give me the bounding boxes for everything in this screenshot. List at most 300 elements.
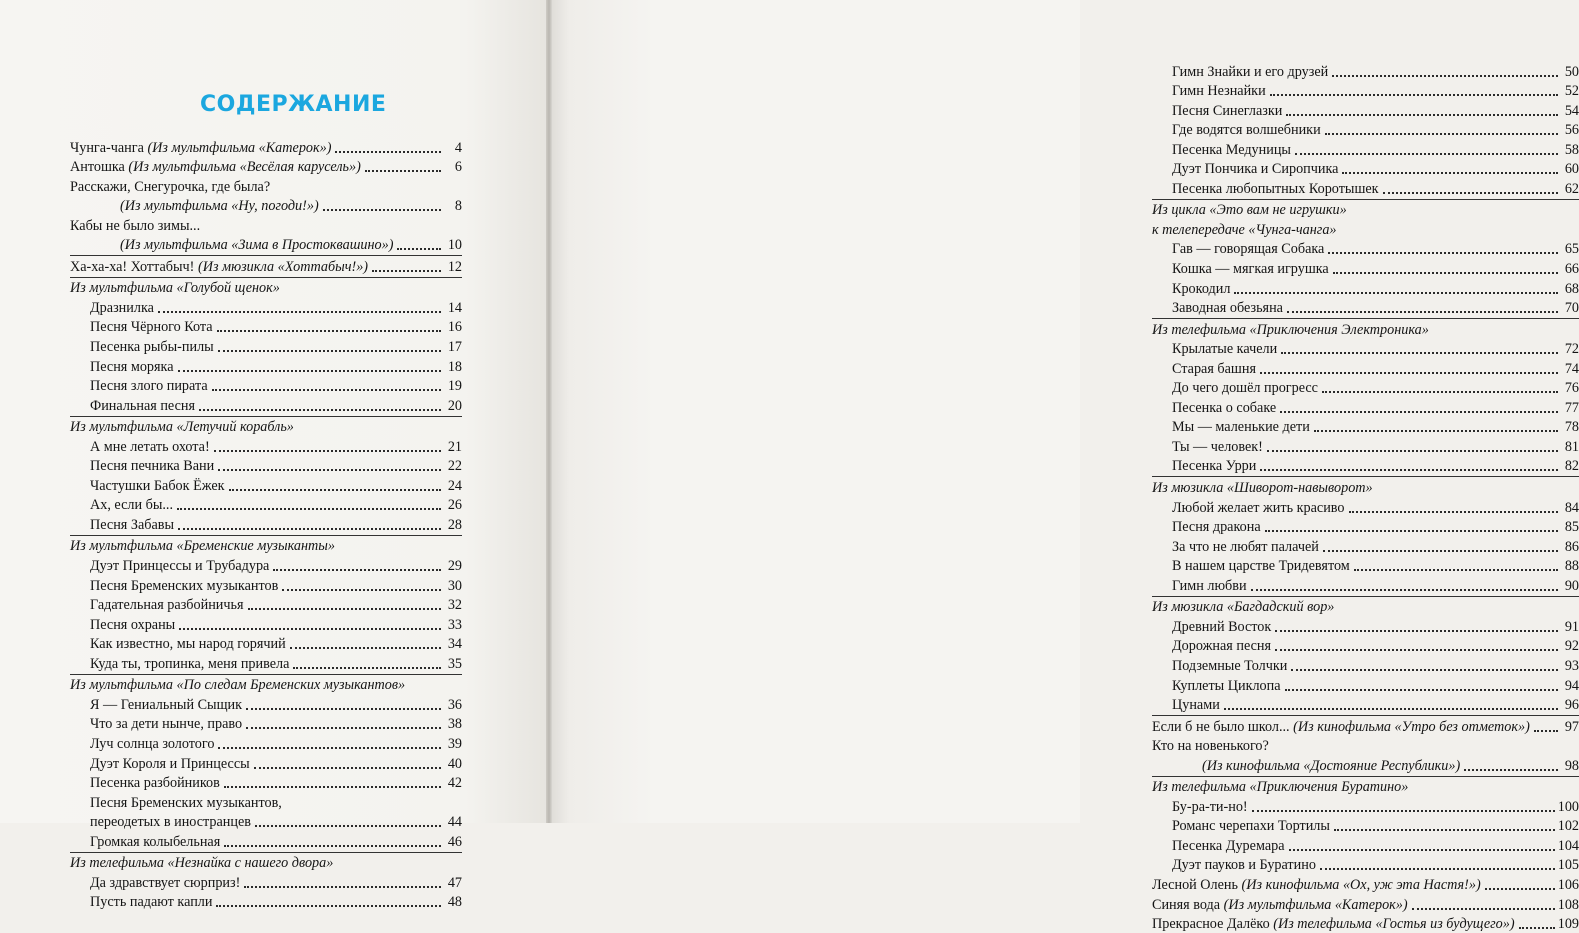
toc-page-number: 54 (1564, 102, 1579, 119)
toc-entry-text: Луч солнца золотого (90, 735, 215, 752)
toc-entry-text: Подземные Толчки (1172, 657, 1288, 674)
toc-page-number: 50 (1564, 63, 1579, 80)
toc-entry (1152, 339, 1579, 359)
toc-entry-title (1152, 281, 1230, 298)
toc-entry-title (1152, 439, 1263, 456)
toc-entry-text: Песенка Медуницы (1172, 141, 1291, 158)
toc-entry (70, 317, 462, 337)
toc-entry-title (70, 697, 242, 714)
toc-entry-title (70, 834, 220, 851)
toc-page-number: 104 (1557, 837, 1579, 854)
dot-leader (244, 885, 441, 888)
toc-entry-text: Где водятся волшебники (1172, 122, 1321, 139)
toc-entry-title (70, 617, 175, 634)
toc-entry-source: (Из кинофильма «Достояние Республики») (1202, 757, 1461, 774)
toc-column-right (1152, 61, 1579, 933)
toc-entry (1152, 874, 1579, 894)
toc-entry-title (1152, 619, 1271, 636)
dot-leader (1291, 668, 1558, 671)
toc-page-number: 8 (454, 198, 462, 215)
toc-entry-text: Дорожная песня (1172, 638, 1272, 655)
toc-entry (1152, 159, 1579, 179)
toc-entry-text: Песенка Урри (1172, 458, 1257, 475)
toc-entry (1152, 61, 1579, 81)
toc-entry-title (1152, 142, 1291, 159)
toc-entry-title (1152, 161, 1338, 178)
toc-page-number: 28 (447, 516, 462, 533)
toc-entry (70, 773, 462, 793)
toc-section-heading: Из мультфильма «Бременские музыканты» (70, 538, 335, 555)
toc-section-heading: Из мюзикла «Шиворот-навыворот» (1152, 480, 1373, 497)
toc-entry (70, 376, 462, 396)
toc-entry-text: Кошка — мягкая игрушка (1172, 261, 1329, 278)
toc-entry-text: Крылатые качели (1172, 341, 1278, 358)
toc-entry-title (70, 458, 214, 475)
toc-page-number: 35 (447, 655, 462, 672)
toc-page-number: 100 (1557, 798, 1579, 815)
dot-leader (1464, 768, 1558, 771)
book-gutter (546, 0, 552, 823)
toc-page-number: 14 (447, 299, 462, 316)
dot-leader (1412, 907, 1555, 910)
dot-leader (1485, 887, 1555, 890)
toc-entry-text: В нашем царстве Тридевятом (1172, 558, 1350, 575)
dot-leader (1275, 648, 1558, 651)
toc-entry-text: Заводная обезьяна (1172, 300, 1283, 317)
dot-leader (1289, 848, 1555, 851)
toc-entry-title: Расскажи, Снегурочка, где была? (70, 178, 271, 195)
toc-entry-source: (Из мультфильма «Катерок») (147, 139, 332, 156)
toc-page-number: 90 (1564, 577, 1579, 594)
toc-page-number: 18 (447, 358, 462, 375)
toc-entry-title (1152, 916, 1515, 933)
toc-entry-title (70, 478, 225, 495)
toc-entry-source: (Из телефильма «Гостья из будущего») (1273, 916, 1515, 933)
toc-section-heading: Из мультфильма «По следам Бременских музыкантов» (70, 677, 406, 694)
toc-entry-text: Песня охраны (90, 616, 176, 633)
toc-entry-title (1152, 122, 1321, 139)
toc-page-number: 66 (1564, 261, 1579, 278)
dot-leader (1260, 468, 1558, 471)
toc-section-heading: Из мультфильма «Летучий корабль» (70, 419, 294, 436)
toc-entry-title (70, 558, 269, 575)
toc-entry-text: Крокодил (1172, 280, 1231, 297)
toc-page-number: 10 (447, 237, 462, 254)
toc-entry (1152, 675, 1579, 695)
toc-entry (1152, 835, 1579, 855)
toc-entry (70, 297, 462, 317)
dot-leader (212, 388, 441, 391)
toc-page-number: 77 (1564, 399, 1579, 416)
toc-entry-text: Мы — маленькие дети (1172, 419, 1310, 436)
toc-section-heading: Из мультфильма «Голубой щенок» (70, 280, 280, 297)
toc-entry-text: До чего дошёл прогресс (1172, 380, 1318, 397)
toc-entry-title (1152, 897, 1408, 914)
dot-leader (1267, 449, 1558, 452)
dot-leader (1383, 191, 1558, 194)
toc-entry-text: Дуэт Короля и Принцессы (90, 755, 250, 772)
toc-entry-title (70, 319, 213, 336)
toc-page-number: 47 (447, 874, 462, 891)
toc-entry-title (70, 597, 244, 614)
toc-entry-text: Куда ты, тропинка, меня привела (90, 655, 290, 672)
toc-entry-title (1152, 341, 1277, 358)
dot-leader (1534, 729, 1558, 732)
dot-leader (179, 627, 441, 630)
toc-entry-title (70, 775, 220, 792)
dot-leader (254, 766, 441, 769)
toc-entry (1152, 178, 1579, 198)
dot-leader (323, 208, 441, 211)
toc-page-number: 68 (1564, 280, 1579, 297)
toc-entry-title (70, 378, 208, 395)
toc-page-number: 48 (447, 894, 462, 911)
dot-leader (1287, 310, 1558, 313)
toc-entry-title (70, 398, 195, 415)
toc-entry (1152, 258, 1579, 278)
dot-leader (282, 588, 441, 591)
toc-entry-source: (Из кинофильма «Утро без отметок») (1293, 718, 1530, 735)
toc-entry-title (1152, 697, 1220, 714)
dot-leader (1349, 510, 1559, 513)
toc-entry-title (1152, 578, 1247, 595)
toc-entry-title (1152, 838, 1285, 855)
toc-entry (1152, 636, 1579, 656)
toc-page-number: 33 (447, 616, 462, 633)
toc-page-number: 97 (1564, 718, 1579, 735)
toc-page-number: 106 (1557, 876, 1579, 893)
toc-entry-title (1152, 818, 1330, 835)
toc-page-number: 12 (447, 258, 462, 275)
toc-entry-text: Романс черепахи Тортилы (1172, 818, 1330, 835)
dot-leader (1280, 410, 1558, 413)
toc-entry-text: За что не любят палачей (1172, 538, 1319, 555)
toc-section-heading: к телепередаче «Чунга-чанга» (1152, 221, 1337, 238)
toc-entry (1152, 855, 1579, 875)
toc-entry-text: Ты — человек! (1172, 438, 1263, 455)
toc-page-number: 26 (447, 497, 462, 514)
toc-entry-text: Куплеты Циклопа (1172, 677, 1281, 694)
toc-page-number: 70 (1564, 300, 1579, 317)
toc-entry (70, 514, 462, 534)
toc-entry (1152, 575, 1579, 595)
dot-leader (1333, 271, 1558, 274)
toc-entry-title (1152, 181, 1379, 198)
toc-entry-title (1152, 241, 1324, 258)
toc-entry-title (70, 140, 331, 157)
toc-entry (1152, 716, 1579, 736)
dot-leader (224, 785, 441, 788)
toc-entry-source: (Из мультфильма «Катерок») (1223, 896, 1408, 913)
toc-page-number: 93 (1564, 657, 1579, 674)
toc-entry (70, 137, 462, 157)
toc-entry-title (70, 636, 286, 653)
toc-entry-title (1152, 658, 1287, 675)
toc-entry-text: Песня Чёрного Кота (90, 319, 213, 336)
toc-page-number: 105 (1557, 857, 1579, 874)
toc-entry (1152, 517, 1579, 537)
toc-entry-title (70, 159, 361, 176)
dot-leader (246, 707, 441, 710)
right-page (548, 0, 1579, 933)
toc-page-number: 39 (447, 735, 462, 752)
dot-leader (246, 726, 441, 729)
toc-entry-title (70, 578, 278, 595)
toc-entry (70, 694, 462, 714)
toc-entry-line (70, 176, 462, 196)
toc-entry (70, 575, 462, 595)
toc-entry-text: Чунга-чанга (70, 139, 144, 156)
toc-entry-text: Громкая колыбельная (90, 833, 221, 850)
toc-entry (1152, 120, 1579, 140)
toc-section-heading: Из телефильма «Приключения Электроника» (1152, 321, 1429, 338)
toc-page-number: 44 (447, 814, 462, 831)
left-page (0, 0, 548, 911)
dot-leader (1325, 132, 1558, 135)
toc-page-number: 56 (1564, 122, 1579, 139)
toc-entry (1152, 914, 1579, 933)
toc-entry-title (1152, 83, 1266, 100)
dot-leader (1224, 707, 1558, 710)
toc-entry-title (70, 814, 251, 831)
toc-page-number: 62 (1564, 180, 1579, 197)
toc-entry-title (1152, 400, 1276, 417)
toc-entry-line (70, 215, 462, 235)
toc-entry-text: Песенка Дуремара (1172, 837, 1285, 854)
toc-entry-text: Гимн любви (1172, 577, 1247, 594)
dot-leader (1320, 867, 1555, 870)
toc-entry-title: Песня Бременских музыкантов, (90, 794, 282, 811)
toc-entry-title (1152, 419, 1310, 436)
dot-leader (365, 169, 441, 172)
dot-leader (218, 349, 441, 352)
dot-leader (1322, 390, 1558, 393)
dot-leader (178, 527, 441, 530)
toc-entry-title (1152, 103, 1282, 120)
toc-entry-text: А мне летать охота! (90, 438, 210, 455)
toc-entry (1152, 894, 1579, 914)
toc-entry-title: Кто на новенького? (1152, 738, 1269, 755)
dot-leader (1334, 828, 1555, 831)
toc-entry (1152, 397, 1579, 417)
toc-page-number: 4 (454, 139, 462, 156)
toc-entry (1152, 556, 1579, 576)
toc-entry (1152, 695, 1579, 715)
toc-entry-text: Песенка о собаке (1172, 399, 1277, 416)
toc-page-number: 36 (447, 696, 462, 713)
toc-entry-source: (Из кинофильма «Ох, уж эта Настя!») (1241, 876, 1481, 893)
toc-page-number: 74 (1564, 360, 1579, 377)
toc-page-number: 88 (1564, 558, 1579, 575)
dot-leader (255, 824, 441, 827)
toc-entry (70, 395, 462, 415)
toc-entry (70, 812, 462, 832)
toc-entry-title (1152, 300, 1283, 317)
toc-page-number: 65 (1564, 241, 1579, 258)
toc-entry-text: Ха-ха-ха! Хоттабыч! (70, 258, 195, 275)
toc-entry-title (70, 497, 173, 514)
toc-entry (70, 475, 462, 495)
dot-leader (1354, 568, 1558, 571)
dot-leader (1314, 429, 1558, 432)
toc-page-number: 98 (1564, 757, 1579, 774)
dot-leader (1328, 251, 1558, 254)
toc-entry (1152, 456, 1579, 476)
toc-page-number: 92 (1564, 638, 1579, 655)
toc-entry-title: Кабы не было зимы... (70, 217, 201, 234)
toc-entry (70, 256, 462, 276)
toc-entry-source: (Из мультфильма «Весёлая карусель») (128, 159, 361, 176)
dot-leader (177, 507, 441, 510)
toc-entry (1152, 81, 1579, 101)
toc-entry-title (1152, 857, 1316, 874)
toc-entry-text: Любой желает жить красиво (1172, 499, 1345, 516)
toc-page-number: 60 (1564, 161, 1579, 178)
dot-leader (1234, 291, 1558, 294)
toc-page-number: 34 (447, 636, 462, 653)
toc-entry-text: Синяя вода (1152, 896, 1221, 913)
toc-entry (1152, 497, 1579, 517)
toc-page-number: 17 (447, 339, 462, 356)
toc-entry-title (70, 198, 319, 215)
toc-entry-text: Дуэт Пончика и Сиропчика (1172, 161, 1339, 178)
dot-leader (1332, 74, 1558, 77)
toc-entry (70, 595, 462, 615)
toc-page-number: 30 (447, 577, 462, 594)
toc-entry (1152, 655, 1579, 675)
toc-entry-text: Частушки Бабок Ёжек (90, 477, 225, 494)
dot-leader (1285, 688, 1558, 691)
toc-entry-text: Песня Забавы (90, 516, 175, 533)
toc-entry-line (1152, 736, 1579, 756)
dot-leader (158, 310, 441, 313)
toc-entry (70, 336, 462, 356)
toc-entry (70, 733, 462, 753)
toc-page-number: 24 (447, 477, 462, 494)
toc-page-number: 32 (447, 597, 462, 614)
toc-entry-text: переодетых в иностранцев (90, 814, 251, 831)
toc-entry-text: Гимн Незнайки (1172, 83, 1266, 100)
toc-entry (70, 892, 462, 912)
toc-entry-text: Песня печника Вани (90, 458, 215, 475)
toc-entry-text: Дуэт Принцессы и Трубадура (90, 558, 270, 575)
toc-entry-text: Бу-ра-ти-но! (1172, 798, 1248, 815)
dot-leader (218, 746, 441, 749)
dot-leader (1275, 629, 1558, 632)
toc-section-heading: Из цикла «Это вам не игрушки» (1152, 202, 1347, 219)
toc-page-number: 6 (454, 159, 462, 176)
toc-entry-title (70, 259, 368, 276)
toc-section-heading: Из телефильма «Приключения Буратино» (1152, 779, 1409, 796)
toc-entry (70, 872, 462, 892)
dot-leader (1270, 93, 1558, 96)
toc-page-number: 21 (447, 438, 462, 455)
toc-entry (70, 634, 462, 654)
toc-entry-title (1152, 380, 1318, 397)
toc-entry-text: Да здравствует сюрприз! (90, 874, 241, 891)
toc-entry-text: Дразнилка (90, 299, 154, 316)
toc-entry-text: Я — Гениальный Сыщик (90, 696, 242, 713)
toc-entry-title (1152, 500, 1345, 517)
toc-entry (1152, 616, 1579, 636)
toc-entry-text: Древний Восток (1172, 618, 1272, 635)
toc-entry (1152, 278, 1579, 298)
toc-page-number: 38 (447, 716, 462, 733)
toc-page-number: 86 (1564, 538, 1579, 555)
toc-entry-text: Прекрасное Далёко (1152, 916, 1270, 933)
dot-leader (290, 646, 441, 649)
toc-page-number: 52 (1564, 83, 1579, 100)
dot-leader (214, 449, 441, 452)
page-title: СОДЕРЖАНИЕ (200, 92, 387, 117)
toc-entry-line (70, 792, 462, 812)
toc-entry-text: Лесной Олень (1152, 876, 1238, 893)
toc-entry (70, 495, 462, 515)
toc-page-number: 78 (1564, 419, 1579, 436)
toc-entry-title (70, 656, 289, 673)
dot-leader (218, 468, 441, 471)
toc-entry (1152, 139, 1579, 159)
toc-entry-title (1152, 64, 1328, 81)
toc-page-number: 72 (1564, 341, 1579, 358)
dot-leader (1295, 152, 1558, 155)
toc-entry-title (1152, 638, 1271, 655)
toc-entry (1152, 239, 1579, 259)
toc-entry-title (70, 237, 393, 254)
toc-entry-title (1152, 558, 1350, 575)
toc-entry (70, 356, 462, 376)
toc-entry-title (1152, 678, 1281, 695)
toc-entry (1152, 816, 1579, 836)
dot-leader (335, 150, 441, 153)
dot-leader (199, 408, 441, 411)
toc-page-number: 102 (1557, 818, 1579, 835)
toc-section-heading: Из телефильма «Незнайка с нашего двора» (70, 855, 334, 872)
toc-entry-text: Дуэт пауков и Буратино (1172, 857, 1316, 874)
toc-entry-text: Песня Синеглазки (1172, 102, 1283, 119)
dot-leader (1251, 588, 1558, 591)
toc-entry (70, 831, 462, 851)
toc-entry-title (1152, 877, 1481, 894)
toc-entry-title (70, 439, 210, 456)
dot-leader (1265, 529, 1558, 532)
toc-entry-title (70, 359, 174, 376)
toc-entry-title (1152, 799, 1248, 816)
toc-entry-text: Как известно, мы народ горячий (90, 636, 286, 653)
toc-entry-source: (Из мультфильма «Ну, погоди!») (120, 198, 319, 215)
toc-entry-text: Песня моряка (90, 358, 174, 375)
toc-page-number: 81 (1564, 438, 1579, 455)
toc-entry-text: Финальная песня (90, 397, 195, 414)
toc-entry-title (1152, 261, 1329, 278)
dot-leader (1323, 549, 1558, 552)
toc-entry-text: Что за дети нынче, право (90, 716, 243, 733)
dot-leader (224, 844, 441, 847)
toc-entry (70, 196, 462, 216)
dot-leader (1281, 351, 1558, 354)
toc-page-number: 94 (1564, 677, 1579, 694)
toc-entry-title (1152, 758, 1460, 775)
toc-entry (1152, 417, 1579, 437)
toc-column-left (70, 137, 462, 911)
toc-page-number: 46 (447, 833, 462, 850)
toc-entry-title (70, 300, 154, 317)
toc-entry (70, 753, 462, 773)
toc-page-number: 96 (1564, 697, 1579, 714)
toc-page-number: 16 (447, 319, 462, 336)
toc-entry-text: Гадательная разбойничья (90, 597, 244, 614)
dot-leader (1342, 171, 1558, 174)
